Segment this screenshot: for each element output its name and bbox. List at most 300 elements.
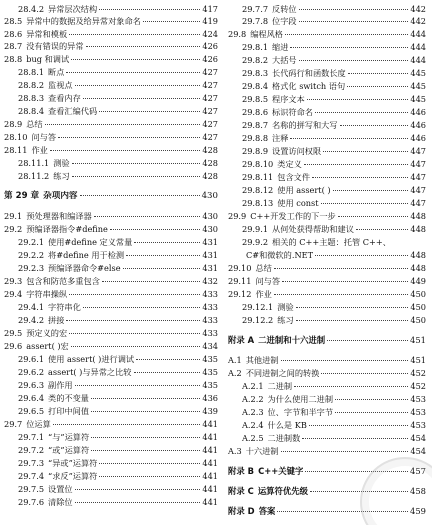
toc-entry[interactable] bbox=[228, 250, 426, 261]
toc-entry[interactable] bbox=[228, 368, 426, 379]
toc-entry[interactable] bbox=[228, 94, 426, 105]
toc-entry[interactable] bbox=[4, 4, 218, 15]
toc-entry-number: 29.8.9 bbox=[242, 146, 269, 156]
toc-entry-number: 29.7.2 bbox=[18, 445, 45, 455]
toc-entry[interactable] bbox=[228, 394, 426, 405]
toc-entry[interactable] bbox=[228, 16, 426, 27]
toc-entry[interactable] bbox=[228, 224, 426, 235]
toc-entry-title: 程序文本 bbox=[272, 94, 305, 104]
toc-entry-number: A.2 bbox=[228, 368, 242, 378]
toc-entry[interactable] bbox=[4, 458, 218, 469]
toc-entry-title: 总结 bbox=[255, 263, 272, 273]
toc-entry-page: 431 bbox=[202, 263, 218, 273]
toc-entry-number: 29.4 bbox=[4, 289, 23, 299]
toc-dot-leader bbox=[323, 151, 408, 152]
toc-entry-page: 448 bbox=[410, 224, 426, 234]
toc-entry-page: 445 bbox=[410, 68, 426, 78]
toc-entry-number: 29.2 bbox=[4, 224, 23, 234]
toc-entry-number: 29.6.4 bbox=[18, 393, 45, 403]
toc-dot-leader bbox=[299, 60, 409, 61]
toc-entry[interactable] bbox=[4, 54, 218, 65]
toc-entry-number: 29.9.2 bbox=[242, 237, 269, 247]
toc-entry-number: 29.8.8 bbox=[242, 133, 269, 143]
toc-entry[interactable] bbox=[228, 289, 426, 300]
toc-entry[interactable] bbox=[228, 198, 426, 209]
toc-entry-number: 29.12 bbox=[228, 289, 252, 299]
toc-dot-leader bbox=[58, 137, 200, 138]
toc-entry[interactable] bbox=[228, 263, 426, 274]
toc-dot-leader bbox=[69, 294, 200, 295]
toc-entry[interactable] bbox=[4, 354, 218, 365]
toc-entry-number: A.2.2 bbox=[242, 394, 264, 404]
toc-entry[interactable] bbox=[228, 133, 426, 144]
toc-entry[interactable] bbox=[4, 80, 218, 91]
toc-entry-page: 434 bbox=[202, 341, 218, 351]
toc-dot-leader bbox=[327, 340, 408, 341]
toc-entry[interactable] bbox=[228, 55, 426, 66]
toc-entry-title: 其他进制 bbox=[245, 355, 279, 365]
toc-entry-title: 使用 const bbox=[277, 198, 319, 208]
toc-entry-title: 测验 bbox=[53, 158, 70, 168]
toc-entry-number: 29.8.7 bbox=[242, 120, 269, 130]
toc-dot-leader bbox=[72, 176, 201, 177]
toc-dot-leader bbox=[66, 320, 200, 321]
toc-entry-title: 副作用 bbox=[48, 380, 73, 390]
toc-entry-number: 29.8.3 bbox=[242, 68, 269, 78]
toc-entry-page: 424 bbox=[202, 29, 218, 39]
toc-entry-title: 总结 bbox=[26, 119, 43, 129]
toc-entry[interactable] bbox=[4, 328, 218, 339]
toc-entry-number: 29.12.1 bbox=[242, 302, 274, 312]
toc-entry-number: 29.8.2 bbox=[242, 55, 269, 65]
toc-entry[interactable] bbox=[4, 445, 218, 456]
toc-entry-number: 29.1 bbox=[4, 211, 23, 221]
toc-entry-title: assert( )宏 bbox=[26, 341, 69, 351]
toc-dot-leader bbox=[302, 438, 408, 439]
toc-entry-title: 类的不变量 bbox=[48, 393, 89, 403]
toc-entry-page: 451 bbox=[410, 335, 426, 345]
toc-entry-title: 设置访问权限 bbox=[272, 146, 322, 156]
toc-dot-leader bbox=[312, 177, 408, 178]
toc-entry[interactable] bbox=[228, 42, 426, 53]
toc-dot-leader bbox=[71, 59, 200, 60]
toc-entry-title: 作业 bbox=[31, 145, 48, 155]
toc-entry-number: 29.8.1 bbox=[242, 42, 269, 52]
toc-dot-leader bbox=[347, 86, 408, 87]
toc-dot-leader bbox=[91, 437, 200, 438]
toc-entry-page: 447 bbox=[410, 172, 426, 182]
toc-dot-leader bbox=[123, 268, 201, 269]
toc-entry-number: 28.8.1 bbox=[18, 67, 45, 77]
toc-entry[interactable] bbox=[228, 68, 426, 79]
toc-dot-leader bbox=[83, 98, 201, 99]
toc-entry-page: 446 bbox=[410, 133, 426, 143]
toc-entry-title: assert( )与异常之比较 bbox=[48, 367, 132, 377]
toc-entry-number: 28.8 bbox=[4, 54, 23, 64]
toc-entry-title: 问与答 bbox=[31, 132, 57, 142]
toc-entry-number: 29.3 bbox=[4, 276, 23, 286]
toc-entry-number: 附录 D bbox=[228, 506, 255, 516]
toc-entry-page: 445 bbox=[410, 81, 426, 91]
toc-dot-leader bbox=[94, 216, 201, 217]
toc-entry-title: “异或”运算符 bbox=[48, 458, 98, 468]
toc-dot-leader bbox=[321, 203, 409, 204]
toc-entry[interactable] bbox=[228, 146, 426, 157]
toc-entry-number: A.1 bbox=[228, 355, 242, 365]
toc-dot-leader bbox=[80, 195, 200, 196]
toc-dot-leader bbox=[45, 124, 201, 125]
toc-entry-page: 444 bbox=[410, 55, 426, 65]
toc-entry-title: 十六进制 bbox=[245, 446, 279, 456]
toc-entry[interactable] bbox=[228, 211, 426, 222]
toc-entry-number: 29.2.3 bbox=[18, 263, 45, 273]
toc-entry-number: 28.9 bbox=[4, 119, 23, 129]
toc-entry-page: 426 bbox=[202, 54, 218, 64]
toc-entry-title: 使用#define 定义常量 bbox=[48, 237, 133, 247]
toc-entry-page: 436 bbox=[202, 393, 218, 403]
toc-entry-page: 427 bbox=[202, 93, 218, 103]
toc-entry-page: 430 bbox=[202, 224, 218, 234]
toc-entry-number: 29.6 bbox=[4, 341, 23, 351]
toc-entry-number: 28.11.2 bbox=[18, 171, 50, 181]
toc-dot-leader bbox=[321, 373, 408, 374]
toc-entry-page: 432 bbox=[202, 276, 218, 286]
toc-entry[interactable] bbox=[4, 497, 218, 508]
toc-entry-title: “或”运算符 bbox=[48, 445, 90, 455]
toc-dot-leader bbox=[72, 163, 201, 164]
toc-dot-leader bbox=[274, 294, 409, 295]
toc-entry-number: 28.8.2 bbox=[18, 80, 45, 90]
toc-entry-number: 附录 C bbox=[228, 486, 254, 496]
toc-entry[interactable] bbox=[4, 367, 218, 378]
toc-entry-title: 异常层次结构 bbox=[48, 4, 98, 14]
toc-entry[interactable] bbox=[228, 159, 426, 170]
toc-entry[interactable] bbox=[4, 471, 218, 482]
toc-entry-number: 29.12.2 bbox=[242, 315, 274, 325]
toc-entry[interactable] bbox=[4, 393, 218, 404]
toc-entry[interactable] bbox=[228, 237, 426, 248]
toc-entry-number: 第 29 章 bbox=[4, 191, 40, 201]
toc-dot-leader bbox=[99, 9, 200, 10]
toc-entry[interactable] bbox=[228, 420, 426, 431]
toc-entry-page: 430 bbox=[202, 211, 218, 221]
toc-entry-page: 458 bbox=[410, 486, 426, 496]
toc-entry[interactable] bbox=[4, 250, 218, 261]
toc-dot-leader bbox=[294, 386, 408, 387]
toc-dot-leader bbox=[102, 281, 200, 282]
toc-entry-title: 预编译器指令#define bbox=[26, 224, 108, 234]
toc-entry-page: 442 bbox=[410, 16, 426, 26]
toc-entry[interactable] bbox=[4, 93, 218, 104]
toc-dot-leader bbox=[83, 307, 201, 308]
toc-entry[interactable] bbox=[4, 276, 218, 287]
toc-entry-number: 29.9 bbox=[228, 211, 247, 221]
toc-dot-leader bbox=[86, 46, 201, 47]
toc-entry-number: 29.6.3 bbox=[18, 380, 45, 390]
toc-entry-title: 二进制和十六进制 bbox=[258, 335, 326, 345]
toc-entry[interactable] bbox=[4, 106, 218, 117]
toc-entry-number: A.2.3 bbox=[242, 407, 264, 417]
toc-entry-title: 类定义 bbox=[277, 159, 302, 169]
toc-entry-page: 446 bbox=[410, 107, 426, 117]
toc-dot-leader bbox=[66, 72, 200, 73]
toc-dot-leader bbox=[143, 21, 200, 22]
toc-entry-title: 不同进制之间的转换 bbox=[245, 368, 320, 378]
toc-entry[interactable] bbox=[4, 67, 218, 78]
toc-entry[interactable] bbox=[4, 302, 218, 313]
toc-entry-title: 设置位 bbox=[48, 484, 73, 494]
toc-dot-leader bbox=[309, 425, 409, 426]
toc-entry-page: 447 bbox=[410, 146, 426, 156]
toc-entry-number: 28.5 bbox=[4, 16, 23, 26]
toc-dot-leader bbox=[71, 346, 201, 347]
toc-entry-title: 名称的拼写和大写 bbox=[272, 120, 338, 130]
toc-entry[interactable] bbox=[228, 355, 426, 366]
toc-entry-title: 问与答 bbox=[255, 276, 281, 286]
toc-entry-page: 430 bbox=[201, 191, 218, 201]
toc-entry-number: 附录 B bbox=[228, 466, 255, 476]
toc-dot-leader bbox=[134, 242, 200, 243]
toc-entry-title: 使用 assert( )进行调试 bbox=[48, 354, 135, 364]
toc-dot-leader bbox=[134, 372, 201, 373]
toc-entry-page: 426 bbox=[202, 41, 218, 51]
toc-entry-page: 450 bbox=[410, 289, 426, 299]
toc-entry-title: 相关的 C++主题：托管 C++、 bbox=[272, 237, 391, 247]
toc-dot-leader bbox=[296, 320, 409, 321]
toc-entry-number: 29.8.4 bbox=[242, 81, 269, 91]
toc-entry-page: 441 bbox=[202, 497, 218, 507]
toc-entry[interactable] bbox=[4, 29, 218, 40]
toc-entry[interactable] bbox=[228, 81, 426, 92]
toc-dot-leader bbox=[333, 190, 409, 191]
toc-entry-title: 没有错误的异常 bbox=[26, 41, 84, 51]
toc-entry-number: 28.4.2 bbox=[18, 4, 45, 14]
toc-entry-page: 431 bbox=[202, 250, 218, 260]
toc-entry-title: 二进制数 bbox=[267, 433, 301, 443]
toc-entry-page: 450 bbox=[410, 302, 426, 312]
toc-entry-title: “与”运算符 bbox=[48, 432, 90, 442]
toc-entry[interactable] bbox=[228, 446, 426, 457]
toc-entry-page: 441 bbox=[202, 419, 218, 429]
toc-dot-leader bbox=[110, 229, 200, 230]
toc-dot-leader bbox=[281, 360, 409, 361]
toc-entry[interactable] bbox=[4, 119, 218, 130]
toc-entry[interactable] bbox=[228, 315, 426, 326]
toc-entry-page: 453 bbox=[410, 420, 426, 430]
toc-entry-number: 29.2.2 bbox=[18, 250, 45, 260]
toc-dot-leader bbox=[290, 47, 408, 48]
toc-entry-page: 450 bbox=[410, 315, 426, 325]
toc-dot-leader bbox=[75, 385, 201, 386]
toc-dot-leader bbox=[290, 138, 408, 139]
toc-entry-title: 注释 bbox=[272, 133, 289, 143]
toc-entry-title: 练习 bbox=[277, 315, 294, 325]
toc-entry-number: 28.8.3 bbox=[18, 93, 45, 103]
toc-entry[interactable] bbox=[4, 158, 218, 169]
toc-entry[interactable] bbox=[4, 132, 218, 143]
toc-entry[interactable] bbox=[4, 484, 218, 495]
toc-entry-number: 28.6 bbox=[4, 29, 23, 39]
toc-entry-title: 位字段 bbox=[272, 16, 297, 26]
toc-entry-page: 427 bbox=[202, 80, 218, 90]
toc-entry-title: 作业 bbox=[255, 289, 272, 299]
toc-entry[interactable] bbox=[228, 4, 426, 15]
toc-entry-page: 447 bbox=[410, 185, 426, 195]
toc-entry-number: 29.7.8 bbox=[242, 16, 269, 26]
toc-entry-page: 454 bbox=[410, 446, 426, 456]
toc-entry[interactable] bbox=[228, 185, 426, 196]
toc-entry-title: 监视点 bbox=[48, 80, 73, 90]
toc-entry-page: 435 bbox=[202, 367, 218, 377]
toc-entry-number: 29.8.12 bbox=[242, 185, 274, 195]
toc-entry-title: 练习 bbox=[53, 171, 70, 181]
toc-dot-leader bbox=[99, 476, 200, 477]
toc-dot-leader bbox=[299, 21, 409, 22]
toc-entry[interactable] bbox=[228, 407, 426, 418]
toc-dot-leader bbox=[136, 359, 200, 360]
toc-entry[interactable] bbox=[4, 171, 218, 182]
toc-entry-title: 杂项内容 bbox=[43, 191, 78, 201]
toc-entry[interactable] bbox=[4, 289, 218, 300]
toc-entry-title: 编程风格 bbox=[250, 29, 283, 39]
toc-entry-number: 29.8 bbox=[228, 29, 247, 39]
toc-entry[interactable] bbox=[228, 29, 426, 40]
toc-entry-title: 测验 bbox=[277, 302, 294, 312]
toc-entry-page: 427 bbox=[202, 132, 218, 142]
toc-entry-page: 431 bbox=[202, 237, 218, 247]
toc-dot-leader bbox=[75, 502, 201, 503]
toc-entry-number: 29.9.1 bbox=[242, 224, 269, 234]
toc-entry-title: 异常中的数据及给异常对象命名 bbox=[26, 16, 141, 26]
toc-entry-title: 预编译器命令#else bbox=[48, 263, 121, 273]
toc-entry-title: 查看汇编代码 bbox=[48, 106, 98, 116]
toc-entry-page: 444 bbox=[410, 42, 426, 52]
toc-entry[interactable] bbox=[228, 335, 426, 346]
toc-entry[interactable] bbox=[4, 237, 218, 248]
toc-entry-title: 字符串操纵 bbox=[26, 289, 68, 299]
toc-dot-leader bbox=[348, 73, 409, 74]
toc-entry[interactable] bbox=[4, 380, 218, 391]
toc-entry-page: 435 bbox=[202, 380, 218, 390]
toc-entry-number: 29.7.4 bbox=[18, 471, 45, 481]
toc-entry-number: 28.7 bbox=[4, 41, 23, 51]
toc-entry-title: 从何处获得帮助和建议 bbox=[272, 224, 354, 234]
toc-entry[interactable] bbox=[4, 16, 218, 27]
toc-entry[interactable] bbox=[4, 263, 218, 274]
toc-entry-number: 29.8.5 bbox=[242, 94, 269, 104]
toc-entry-number: 29.7.1 bbox=[18, 432, 45, 442]
toc-entry-number: 29.11 bbox=[228, 276, 252, 286]
toc-entry[interactable] bbox=[228, 433, 426, 444]
toc-entry[interactable] bbox=[228, 381, 426, 392]
toc-entry[interactable] bbox=[4, 41, 218, 52]
toc-entry-number: 29.6.1 bbox=[18, 354, 45, 364]
toc-entry-title: 将#define 用于检测 bbox=[48, 250, 125, 260]
toc-dot-leader bbox=[75, 85, 201, 86]
toc-entry-page: 428 bbox=[202, 171, 218, 181]
toc-entry-title: bug 和调试 bbox=[26, 54, 70, 64]
toc-entry-page: 417 bbox=[202, 4, 218, 14]
toc-entry-title: 预处理器和编译器 bbox=[26, 211, 92, 221]
toc-entry-title: 拼接 bbox=[48, 315, 65, 325]
toc-entry-title: 标识符命名 bbox=[272, 107, 313, 117]
toc-entry[interactable] bbox=[4, 432, 218, 443]
toc-entry-number: A.3 bbox=[228, 446, 242, 456]
toc-entry-title: 断点 bbox=[48, 67, 65, 77]
toc-entry[interactable] bbox=[4, 211, 218, 222]
toc-entry[interactable] bbox=[4, 224, 218, 235]
toc-entry-page: 454 bbox=[410, 433, 426, 443]
toc-dot-leader bbox=[285, 34, 408, 35]
toc-entry-page: 442 bbox=[410, 4, 426, 14]
toc-entry-page: 449 bbox=[410, 276, 426, 286]
toc-entry-title: 打印中间值 bbox=[48, 406, 89, 416]
toc-entry-page: 441 bbox=[202, 445, 218, 455]
toc-dot-leader bbox=[69, 34, 200, 35]
toc-dot-leader bbox=[335, 399, 408, 400]
toc-entry-number: 28.11.1 bbox=[18, 158, 50, 168]
toc-entry[interactable] bbox=[228, 172, 426, 183]
toc-entry-page: 447 bbox=[410, 198, 426, 208]
toc-entry[interactable] bbox=[4, 406, 218, 417]
toc-entry-page: 441 bbox=[202, 432, 218, 442]
toc-entry[interactable] bbox=[228, 302, 426, 313]
toc-entry-number: 29.7.7 bbox=[242, 4, 269, 14]
toc-entry-page: 444 bbox=[410, 29, 426, 39]
toc-entry-number: 29.8.10 bbox=[242, 159, 274, 169]
toc-entry-title: C++开发工作的下一步 bbox=[250, 211, 336, 221]
toc-entry[interactable] bbox=[4, 191, 218, 202]
toc-entry[interactable] bbox=[4, 341, 218, 352]
toc-entry-page: 433 bbox=[202, 315, 218, 325]
toc-dot-leader bbox=[335, 412, 408, 413]
toc-dot-leader bbox=[99, 111, 200, 112]
toc-dot-leader bbox=[91, 411, 200, 412]
toc-entry-page: 427 bbox=[202, 106, 218, 116]
toc-entry-number: 29.8.6 bbox=[242, 107, 269, 117]
toc-entry-title: 二进制 bbox=[267, 381, 293, 391]
toc-entry-page: 441 bbox=[202, 484, 218, 494]
toc-dot-leader bbox=[91, 398, 200, 399]
toc-entry[interactable] bbox=[228, 120, 426, 131]
toc-entry-title: 缩进 bbox=[272, 42, 289, 52]
toc-entry-title: 反转位 bbox=[272, 4, 297, 14]
toc-entry-page: 435 bbox=[202, 354, 218, 364]
toc-entry-page: 428 bbox=[202, 145, 218, 155]
toc-entry[interactable] bbox=[228, 276, 426, 287]
toc-entry-title: 包含文件 bbox=[277, 172, 311, 182]
toc-entry-page: 433 bbox=[202, 302, 218, 312]
toc-entry-page: 453 bbox=[410, 394, 426, 404]
toc-dot-leader bbox=[315, 112, 408, 113]
toc-entry-title: 清除位 bbox=[48, 497, 73, 507]
toc-entry-number: 29.10 bbox=[228, 263, 252, 273]
toc-entry-title: 长代码行和函数长度 bbox=[272, 68, 346, 78]
toc-entry-page: 428 bbox=[202, 158, 218, 168]
toc-entry-title: 答案 bbox=[258, 506, 276, 516]
toc-entry-number: 29.8.13 bbox=[242, 198, 274, 208]
toc-entry-title: C#和微软的.NET bbox=[246, 250, 314, 260]
toc-dot-leader bbox=[315, 255, 408, 256]
toc-entry[interactable] bbox=[4, 315, 218, 326]
toc-entry[interactable] bbox=[228, 107, 426, 118]
toc-entry[interactable] bbox=[4, 145, 218, 156]
toc-entry[interactable] bbox=[4, 419, 218, 430]
toc-entry-number: 29.5 bbox=[4, 328, 23, 338]
toc-entry-title: 预定义的宏 bbox=[26, 328, 68, 338]
toc-entry-page: 439 bbox=[202, 406, 218, 416]
toc-entry-page: 459 bbox=[410, 506, 426, 516]
